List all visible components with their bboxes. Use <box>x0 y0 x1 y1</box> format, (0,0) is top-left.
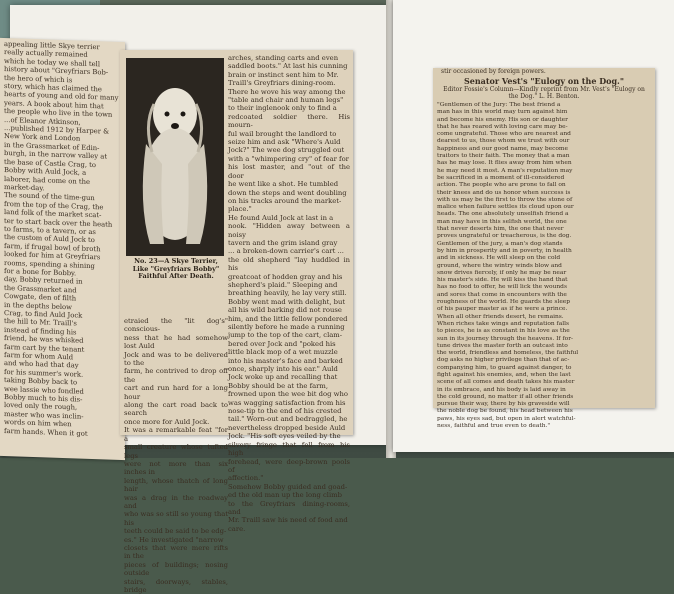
left-clipping-text: appealing little Skye terrier really actually remained which he today we shall tell history about "Greyfriars Bob- the hero of which is story, which has claimed the hearts of young and old for many years. A book about him that the people who live in the town ...of Eleanor Atkinson, ...published 1912 by Harper & New York and London in the Grassmarket of Edin- burgh, in the narrow valley at the base of Castle Crag, to Bobby with Auld Jock, a laborer, had come on the market-day. The sound of the time-gun from the top of the Crag, the land folk of the market scat- ter to start back over the heath to farms, to a tavern, or as the custom of Auld Jock to farm, if frugal bowl of broth looked for him at Greyfriars rooms, spending a shining for a bone for Bobby. day, Bobby returned in the Grassmarket and Cowgate, den of filth in the depths below Crag, to find Auld Jock the hill to Mr. Traill's instead of finding his friend, he was whisked farm cart by the tenant farm for whom Auld and who had that day for his summer's work. taking Bobby back to wee lassie who fondled Bobby much to his dis- loved only the rough, master who was inclin- words on him when farm hands. When it got <box>4 39 119 438</box>
left-newspaper-clipping <box>0 38 125 460</box>
eulogy-top-line: stir occasioned by foreign powers. <box>441 68 546 75</box>
article-column-left: etraied the "lit dog's" conscious- ness that he had somehow lost Auld Jock and was to be delivered to the farm, he contrived to drop off the cart and run hard for a long hour along the cart road back to search once more for Auld Jock. It was a remarkable feat "for a small creature whose tufted legs were not more than six inches in length, whose thatch of long hair was a drag in the roadway and who was so still so young that his teeth could be said to be edg- es." He investigated "narrow closets that were mere rifts in the pieces of buildings; nosing outside stairs, doorways, stables, bridge <box>124 317 228 594</box>
dog-image <box>134 74 216 252</box>
skye-terrier-photo <box>126 58 224 256</box>
eulogy-clipping <box>433 68 655 430</box>
photo-caption: No. 23—A Skye Terrier, Like "Greyfriars Bobby" Faithful After Death. <box>132 257 220 281</box>
eulogy-headline: Senator Vest's "Eulogy on the Dog." <box>463 76 625 86</box>
eulogy-body: "Gentlemen of the Jury: The best friend a man has in this world may turn against him and become his enemy. His son or daughter that he has reared with loving care may be- come ungrateful. Those who are nearest and dearest to us, those whom we trust with our happiness and our good name, may become traitors to their faith. The money that a man has he may lose. It flies away from him when he may need it most. A man's reputation may be sacrificed in a moment of ill-considered action. The people who are prone to fall on their knees and do us honor when success is with us may be the first to throw the stone of malice when failure settles its cloud upon our heads. The one absolutely unselfish friend a man may have in this selfish world, the one that never deserts him, the one that never proves ungrateful or treacherous, is the dog. Gentlemen of the jury, a man's dog stands by him in prosperity and in poverty, in health and in sickness. He will sleep on the cold ground, where the wintry winds blow and snow drives fiercely, if only he may be near his master's side. He will kiss the hand that has no food to offer, he will lick the wounds and sores that come in encounters with the roughness of the world. He guards the sleep of his pauper master as if he were a prince. When all other friends desert, he remains. When riches take wings and reputation falls to pieces, he is as constant in his love as the sun in its journey through the heavens. If for- tune drives the master forth an outcast into the world, friendless and homeless, the faithful dog asks no higher privilege than that of ac- companying him, to guard against danger, to fight against his enemies, and, when the last scene of all comes and death takes his master in its embrace, and his body is laid away in the cold ground, no matter if all other friends pursue their way, there by his graveside will the noble dog be found, his head between his paws, his eyes sad, but open in alert watchful- ness, faithful and true even to death." <box>437 102 579 430</box>
article-column-right: arches, standing carts and even saddled boots." At last his cunning brain or instinct sent him to Mr. Traill's Greyfriars dining-room. There he wove his way among the "table and chair and human legs" to their inglenook only to find a redcoated soldier there. His mourn- ful wail brought the landlord to seize him and ask "Where's Auld Jock?" The wee dog struggled out with a "whimpering cry" of fear for his lost master, and "out of the door he went like a shot. He tumbled down the steps and went doubling on his tracks around the market- place." He found Auld Jock at last in a nook. "Hidden away between a noisy tavern and the grim island gray ... a broken-down carrier's cart ... the old shepherd "lay huddled in his greatcoat of hodden gray and his shepherd's plaid." Sleeping and breathing heavily, he lay very still. Bobby went mad with delight, but all his wild barking did not rouse him, and the little fellow pondered silently before he made a running jump to the top of the cart, clam- bered over Jock and "poked his little black mop of a wet muzzle into his master's face and barked once, sharply into his ear." Auld Jock woke up and recalling that Bobby should be at the farm, frowned upon the wee bit dog who was wagging satisfaction from his nose-tip to the end of his crested tail." Worn-out and bedraggled, he nevertheless dropped beside Auld Jock. "His soft eyes veiled by the silvery fringe that fell from his high forehead, were deep-brown pools of affection." Somehow Bobby guided and goad- ed the old man up the long climb to the Greyfriars dining-rooms, and Mr. Traill saw his need of food and care. <box>228 54 350 533</box>
eulogy-subhead: Editor Fossie's Column—Kindly reprint from Mr. Vest's "Eulogy on the Dog." L. H. Benton. <box>443 86 645 100</box>
